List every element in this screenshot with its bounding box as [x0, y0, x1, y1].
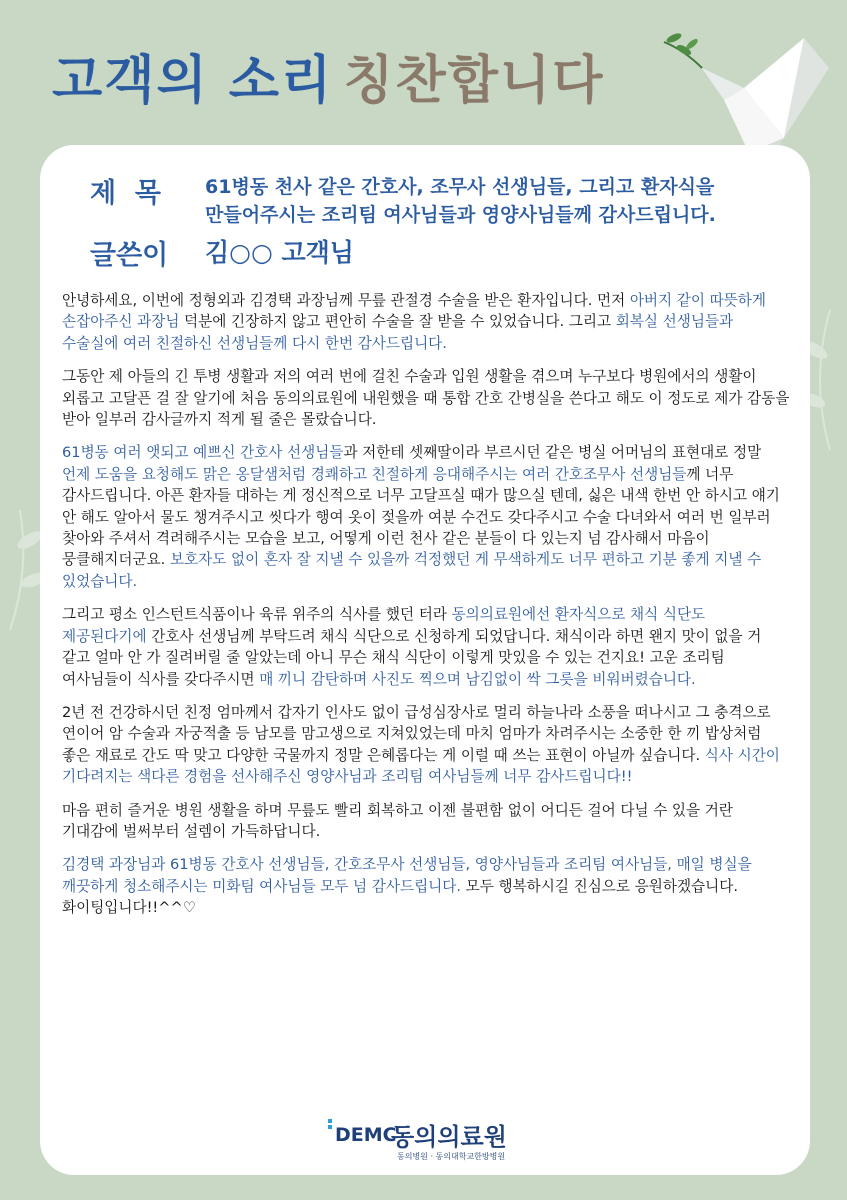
body-text: 그리고 평소 인스턴트식품이나 육류 위주의 식사를 했던 터라 — [62, 606, 452, 624]
highlighted-text: 김경택 과장님과 61병동 간호사 선생님들, 간호조무사 선생님들, 영양사님들과 조리팀 여사님들, 매일 병실을 깨끗하게 청소해주시는 미화팀 여사님들 모두 넘 감사드립니다. — [62, 856, 752, 895]
highlighted-text: 61병동 여러 앳되고 예쁘신 간호사 선생님들 — [62, 444, 344, 462]
paragraph-4 — [62, 604, 790, 690]
paragraph-2 — [62, 366, 790, 430]
highlighted-text: 매 끼니 감탄하며 사진도 찍으며 남김없이 싹 그릇을 비워버렸습니다. — [259, 670, 696, 688]
writer-label: 글쓴이 — [90, 240, 169, 271]
paragraph-1 — [62, 290, 790, 354]
paragraph-6 — [62, 800, 790, 843]
logo-hospital-name: 동의의료원 — [391, 1123, 507, 1151]
paragraph-5 — [62, 702, 790, 788]
highlighted-text: 보호자도 없이 혼자 잘 지낼 수 있을까 걱정했던 게 무색하게도 너무 편하고 기분 좋게 지낼 수 있었습니다. — [62, 551, 762, 590]
subject-label: 제 목 — [90, 178, 161, 209]
highlighted-text: 동의의료원에선 환자식으로 채식 식단도 제공된다기에 — [62, 606, 706, 645]
subject-line-2: 만들어주시는 조리팀 여사님들과 영양사님들께 감사드립니다. — [205, 204, 716, 226]
highlighted-text: 회복실 선생님들과 수술실에 여러 친절하신 선생님들께 다시 한번 감사드립니다. — [62, 313, 734, 352]
highlighted-text: 언제 도움을 요청해도 맑은 옹달샘처럼 경쾌하고 친절하게 응대해주시는 여러 간호조무사 선생님들 — [62, 465, 687, 483]
paragraph-3 — [62, 442, 790, 592]
body-text: 마음 편히 즐거운 병원 생활을 하며 무릎도 빨리 회복하고 이젠 불편함 없이 어디든 걸어 다닐 수 있을 거란 기대감에 벌써부터 설렘이 가득하답니다. — [62, 801, 733, 840]
letter-body — [62, 290, 790, 931]
body-text: 간호사 선생님께 부탁드려 채식 식단으로 신청하게 되었답니다. 채식이라 하면 왠지 맛이 없을 거 같고 얼마 안 가 질려버릴 줄 알았는데 아니 무슨 채식 식단이 이렇게 맛있을 수 있는 건지요! 고운 조리팀 여사님들이 식사를 갖다주시면 — [62, 627, 762, 688]
subject-line-1: 61병동 천사 같은 간호사, 조무사 선생님들, 그리고 환자식을 — [205, 176, 715, 198]
body-text: 2년 전 건강하시던 친정 엄마께서 갑자기 인사도 없이 급성심장사로 멀리 하늘나라 소풍을 떠나시고 그 충격으로 연이어 암 수술과 자궁적출 등 남모를 맘고생으로 지쳐있었는데 마치 엄마가 차려주시는 소중한 한 끼 밥상처럼 좋은 재료로 간도 딱 맞고 다양한 국물까지 정말 은혜롭다는 게 이럴 때 쓰는 표현이 아닐까 싶습니다. — [62, 703, 771, 764]
page-title — [52, 38, 604, 113]
body-text: 안녕하세요, 이번에 정형외과 김경택 과장님께 무릎 관절경 수술을 받은 환자입니다. 먼저 — [62, 292, 630, 309]
body-text: 덕분에 긴장하지 않고 편안히 수술을 잘 받을 수 있었습니다. 그리고 — [179, 313, 616, 331]
body-text: 그동안 제 아들의 긴 투병 생활과 저의 여러 번에 걸친 수술과 입원 생활을 겪으며 누구보다 병원에서의 생활이 외롭고 고달픈 걸 잘 알기에 처음 동의의료원에 내원했을 때 통합 간호 간병실을 쓴다고 해도 이 정도로 제가 감동을 받아 일부러 감사글까지 적게 될 줄은 몰랐습니다. — [62, 368, 790, 429]
logo-mark-text: DEMC — [335, 1124, 397, 1146]
writer-name: 김○○ 고객님 — [205, 238, 354, 267]
body-text: 과 저한테 셋째딸이라 부르시던 같은 병실 어머님의 표현대로 정말 — [343, 444, 762, 462]
title-part-voice: 고객의 소리 — [52, 51, 334, 111]
highlighted-text: 식사 시간이 기다려지는 색다른 경험을 선사해주신 영양사님과 조리팀 여사님들께 너무 감사드립니다!! — [62, 746, 780, 786]
demc-logo-icon — [325, 1115, 397, 1151]
hospital-logo — [325, 1115, 525, 1165]
logo-subtitle: 동의병원 · 동의대학교한방병원 — [397, 1152, 506, 1161]
highlighted-text: 아버지 같이 따뜻하게 손잡아주신 과장님 — [62, 292, 766, 331]
title-part-praise: 칭찬합니다 — [343, 51, 605, 111]
body-text: 모두 행복하시길 진심으로 응원하겠습니다. 화이팅입니다!!^^♡ — [62, 877, 738, 917]
subject-text — [205, 173, 795, 229]
body-text: 께 너무 감사드립니다. 아픈 환자들 대하는 게 정신적으로 너무 고달프실 때가 많으실 텐데, 싫은 내색 한번 안 하시고 얘기 안 해도 알아서 물도 챙겨주시고 씻다가 행여 옷이 젖을까 여분 수건도 갖다주시고 수술 다녀와서 여러 번 일부러 찾아와 주셔서 격려해주시는 모습을 보고, 어떻게 이런 천사 같은 분들이 다 있는지 넘 감사해서 마음이 뭉클해지더군요. — [62, 465, 780, 569]
content-card — [40, 145, 810, 1175]
paragraph-7 — [62, 854, 790, 918]
